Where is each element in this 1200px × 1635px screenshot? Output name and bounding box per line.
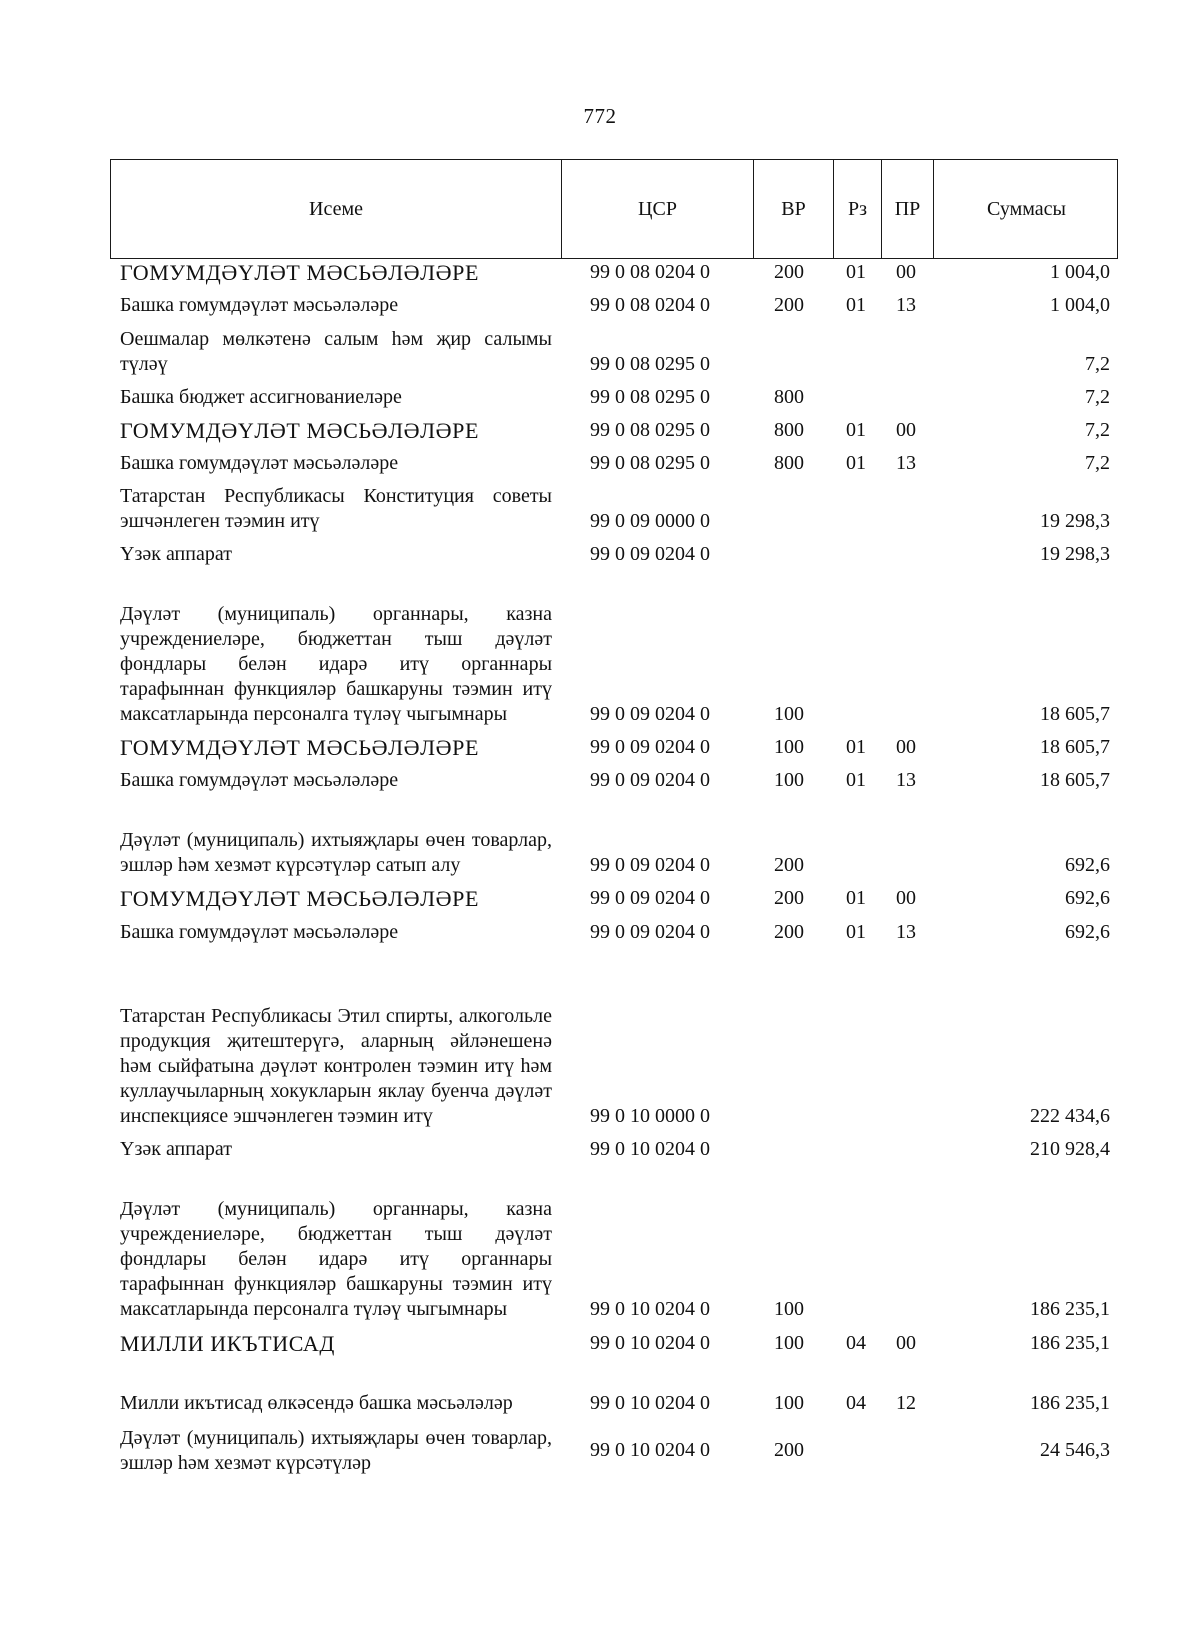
- row-rz: 01: [846, 294, 866, 316]
- row-sum: 1 004,0: [1050, 261, 1110, 283]
- row-vr: 100: [774, 1392, 804, 1414]
- row-vr: 100: [774, 736, 804, 758]
- row-sum: 18 605,7: [1040, 769, 1110, 791]
- row-pr: 00: [896, 419, 916, 441]
- table-row: [0, 289, 1200, 318]
- row-sum: 18 605,7: [1040, 736, 1110, 758]
- table-row: [0, 538, 1200, 567]
- row-name: МИЛЛИ ИКЪТИСАД: [120, 1331, 335, 1356]
- row-name: Дәүләт (муниципаль) ихтыяҗлары өчен товарлар, эшләр һәм хезмәт күрсәтүләр: [120, 1427, 552, 1474]
- row-sum: 18 605,7: [1040, 703, 1110, 725]
- row-vr: 100: [774, 1332, 804, 1354]
- row-sum: 1 004,0: [1050, 294, 1110, 316]
- row-csr: 99 0 09 0000 0: [590, 510, 710, 532]
- table-row: [0, 480, 1200, 534]
- row-csr: 99 0 10 0204 0: [590, 1392, 710, 1414]
- row-rz: 01: [846, 419, 866, 441]
- row-name: Татарстан Республикасы Этил спирты, алкогольле продукция җитештерүгә, аларның әйләнешенә һәм сыйфатына дәүләт контролен тәэмин итү һәм куллаучыларның хокукларын яклау буенча дәүләт инспекциясе эшчәнлеген тәэмин итү: [120, 1005, 552, 1127]
- table-header: [110, 159, 1118, 259]
- row-csr: 99 0 10 0204 0: [590, 1332, 710, 1354]
- row-pr: 00: [896, 1332, 916, 1354]
- row-vr: 200: [774, 294, 804, 316]
- row-pr: 13: [896, 921, 916, 943]
- row-name: Дәүләт (муниципаль) ихтыяҗлары өчен товарлар, эшләр һәм хезмәт күрсәтүләр сатып алу: [120, 829, 552, 876]
- row-name: Милли икътисад өлкәсендә башка мәсьәләләр: [120, 1392, 513, 1414]
- row-csr: 99 0 09 0204 0: [590, 703, 710, 725]
- row-sum: 7,2: [1085, 386, 1110, 408]
- row-vr: 800: [774, 386, 804, 408]
- column-header-name: Исеме: [309, 197, 363, 220]
- row-name: Үзәк аппарат: [120, 543, 232, 565]
- row-csr: 99 0 09 0204 0: [590, 736, 710, 758]
- table-row: [0, 414, 1200, 443]
- row-vr: 200: [774, 1439, 804, 1461]
- column-header-vr: ВР: [753, 160, 833, 258]
- table-row: [0, 764, 1200, 793]
- row-vr: 200: [774, 887, 804, 909]
- row-rz: 01: [846, 921, 866, 943]
- row-name: Башка гомумдәүләт мәсьәләләре: [120, 769, 399, 791]
- table-row: [0, 323, 1200, 377]
- table-row: [0, 573, 1200, 727]
- row-csr: 99 0 08 0295 0: [590, 386, 710, 408]
- row-rz: 04: [846, 1392, 866, 1414]
- table-row: [0, 950, 1200, 1129]
- table-row: [0, 1327, 1200, 1356]
- row-pr: 13: [896, 294, 916, 316]
- row-vr: 800: [774, 419, 804, 441]
- row-csr: 99 0 09 0204 0: [590, 887, 710, 909]
- row-vr: 200: [774, 921, 804, 943]
- row-csr: 99 0 10 0204 0: [590, 1439, 710, 1461]
- table-row: [0, 1168, 1200, 1322]
- table-row: [0, 1422, 1200, 1476]
- row-csr: 99 0 10 0204 0: [590, 1138, 710, 1160]
- row-sum: 7,2: [1085, 353, 1110, 375]
- row-name: Татарстан Республикасы Конституция советы эшчәнлеген тәэмин итү: [120, 485, 552, 532]
- column-header-csr: ЦСР: [561, 160, 753, 258]
- row-sum: 19 298,3: [1040, 510, 1110, 532]
- row-pr: 00: [896, 736, 916, 758]
- row-sum: 210 928,4: [1030, 1138, 1110, 1160]
- table-row: [0, 1362, 1200, 1416]
- table-row: [0, 799, 1200, 878]
- row-sum: 24 546,3: [1040, 1439, 1110, 1461]
- page-number: 772: [583, 104, 617, 128]
- row-sum: 7,2: [1085, 452, 1110, 474]
- row-pr: 13: [896, 452, 916, 474]
- row-name: ГОМУМДӘҮЛӘТ МӘСЬӘЛӘЛӘРЕ: [120, 418, 480, 443]
- row-sum: 222 434,6: [1030, 1105, 1110, 1127]
- row-vr: 800: [774, 452, 804, 474]
- table-row: [0, 731, 1200, 760]
- table-row: [0, 916, 1200, 945]
- row-csr: 99 0 09 0204 0: [590, 921, 710, 943]
- row-rz: 01: [846, 452, 866, 474]
- row-csr: 99 0 09 0204 0: [590, 769, 710, 791]
- row-vr: 100: [774, 769, 804, 791]
- row-name: Дәүләт (муниципаль) органнары, казна учреждениеләре, бюджеттан тыш дәүләт фондлары белән идарә итү органнары тарафыннан функцияләр башкаруны тәэмин итү максатларында персоналга түләү чыгымнары: [120, 1198, 552, 1320]
- row-name: Башка гомумдәүләт мәсьәләләре: [120, 452, 399, 474]
- table-row: [0, 447, 1200, 476]
- row-csr: 99 0 09 0204 0: [590, 854, 710, 876]
- row-name: Үзәк аппарат: [120, 1138, 232, 1160]
- row-vr: 100: [774, 1298, 804, 1320]
- column-header-rz: Рз: [833, 160, 881, 258]
- row-sum: 692,6: [1065, 921, 1110, 943]
- row-pr: 00: [896, 887, 916, 909]
- row-pr: 00: [896, 261, 916, 283]
- row-name: ГОМУМДӘҮЛӘТ МӘСЬӘЛӘЛӘРЕ: [120, 886, 480, 911]
- row-name: Оешмалар мөлкәтенә салым һәм җир салымы түләү: [120, 328, 552, 375]
- table-row: [0, 256, 1200, 285]
- row-name: ГОМУМДӘҮЛӘТ МӘСЬӘЛӘЛӘРЕ: [120, 260, 480, 285]
- table-row: [0, 882, 1200, 911]
- row-name: Башка гомумдәүләт мәсьәләләре: [120, 294, 399, 316]
- row-sum: 692,6: [1065, 887, 1110, 909]
- column-header-sum: Суммасы: [933, 160, 1119, 258]
- row-rz: 01: [846, 769, 866, 791]
- row-sum: 692,6: [1065, 854, 1110, 876]
- row-csr: 99 0 10 0000 0: [590, 1105, 710, 1127]
- row-rz: 04: [846, 1332, 866, 1354]
- row-sum: 186 235,1: [1030, 1298, 1110, 1320]
- row-csr: 99 0 08 0295 0: [590, 353, 710, 375]
- row-csr: 99 0 08 0295 0: [590, 419, 710, 441]
- row-rz: 01: [846, 736, 866, 758]
- row-name: Башка бюджет ассигнованиеләре: [120, 386, 402, 408]
- row-sum: 186 235,1: [1030, 1332, 1110, 1354]
- row-csr: 99 0 10 0204 0: [590, 1298, 710, 1320]
- row-csr: 99 0 08 0295 0: [590, 452, 710, 474]
- table-row: [0, 381, 1200, 410]
- row-name: Башка гомумдәүләт мәсьәләләре: [120, 921, 399, 943]
- row-pr: 12: [896, 1392, 916, 1414]
- row-rz: 01: [846, 261, 866, 283]
- row-name: Дәүләт (муниципаль) органнары, казна учреждениеләре, бюджеттан тыш дәүләт фондлары белән идарә итү органнары тарафыннан функцияләр башкаруны тәэмин итү максатларында персоналга түләү чыгымнары: [120, 603, 552, 725]
- column-header-pr: ПР: [881, 160, 933, 258]
- table-row: [0, 1133, 1200, 1162]
- row-csr: 99 0 08 0204 0: [590, 294, 710, 316]
- row-sum: 7,2: [1085, 419, 1110, 441]
- row-sum: 19 298,3: [1040, 543, 1110, 565]
- row-csr: 99 0 08 0204 0: [590, 261, 710, 283]
- row-csr: 99 0 09 0204 0: [590, 543, 710, 565]
- row-vr: 100: [774, 703, 804, 725]
- row-vr: 200: [774, 854, 804, 876]
- row-name: ГОМУМДӘҮЛӘТ МӘСЬӘЛӘЛӘРЕ: [120, 735, 480, 760]
- row-pr: 13: [896, 769, 916, 791]
- row-sum: 186 235,1: [1030, 1392, 1110, 1414]
- row-vr: 200: [774, 261, 804, 283]
- row-rz: 01: [846, 887, 866, 909]
